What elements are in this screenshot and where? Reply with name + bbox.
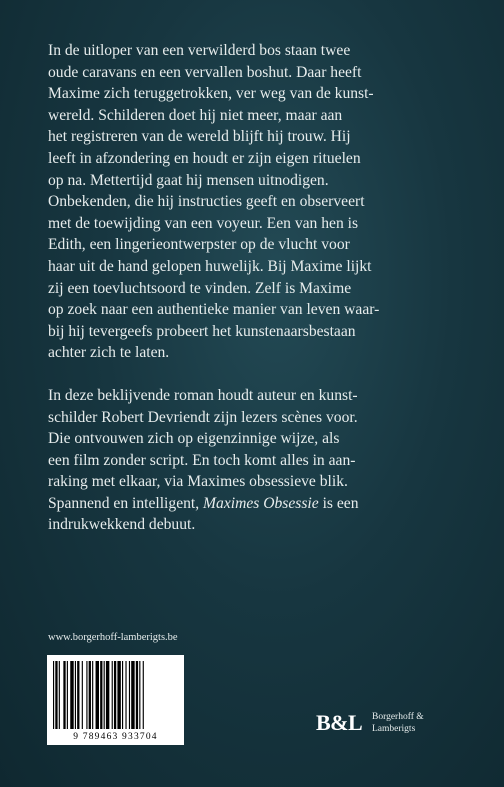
barcode-bar	[125, 661, 126, 729]
barcode-bar	[122, 661, 123, 729]
blurb-paragraph-1	[48, 40, 468, 364]
barcode-bars	[53, 661, 178, 729]
blurb-line: achter zich te laten.	[48, 344, 170, 362]
publisher-name-line-2: Lamberigts	[372, 723, 416, 734]
barcode-bar	[96, 661, 99, 729]
publisher-name-line-1: Borgerhoff &	[372, 712, 424, 722]
book-title: Maximes Obsessie	[203, 494, 319, 512]
blurb-line: In deze beklijvende roman houdt auteur en kunst-	[48, 386, 358, 404]
barcode-bar	[143, 661, 144, 729]
barcode-bar	[139, 661, 140, 729]
blurb-line: Die ontvouwen zich op eigenzinnige wijze, als	[48, 430, 340, 448]
blurb-line: Maxime zich teruggetrokken, ver weg van de kunst-	[48, 85, 374, 103]
blurb-line: oude caravans en een vervallen boshut. Daar heeft	[48, 63, 362, 81]
blurb-line: In de uitloper van een verwilderd bos staan twee	[48, 42, 351, 59]
barcode-bar	[70, 661, 73, 729]
back-cover-blurb	[48, 40, 468, 536]
barcode-bar	[92, 661, 93, 729]
barcode-bar	[112, 661, 113, 729]
blurb-line: raking met elkaar, via Maximes obsessieve blik.	[48, 473, 348, 491]
barcode-bar	[63, 661, 65, 729]
barcode-bar	[114, 661, 116, 729]
publisher-name	[372, 712, 424, 735]
barcode-bar	[67, 661, 68, 729]
barcode-bar	[104, 661, 105, 729]
barcode-bar	[75, 661, 76, 729]
barcode-bar	[136, 661, 138, 729]
blurb-line: zij een toevluchtsoord te vinden. Zelf is Maxime	[48, 279, 352, 297]
publisher-logo	[316, 710, 466, 740]
blurb-line: indrukwekkend debuut.	[48, 516, 196, 534]
blurb-text: is een	[318, 494, 359, 512]
barcode-bar	[131, 661, 134, 729]
barcode-bar	[117, 661, 120, 729]
barcode-bar	[59, 661, 60, 729]
barcode-bar	[100, 661, 102, 729]
barcode-bar	[53, 661, 54, 729]
blurb-line: wereld. Schilderen doet hij niet meer, maar aan	[48, 106, 343, 124]
blurb-line: een film zonder script. En toch komt alles in aan-	[48, 451, 356, 469]
barcode-bar	[55, 661, 57, 729]
blurb-line: op zoek naar een authentieke manier van leven waar-	[48, 301, 380, 319]
barcode-bar	[77, 661, 79, 729]
blurb-text: Spannend en intelligent,	[48, 494, 204, 512]
blurb-line: Onbekenden, die hij instructies geeft en observeert	[48, 193, 365, 211]
barcode-bar	[86, 661, 87, 729]
publisher-website: www.borgerhoff-lamberigts.be	[48, 632, 178, 643]
barcode-bar	[129, 661, 130, 729]
barcode-bar	[82, 661, 83, 729]
barcode-bar	[89, 661, 91, 729]
isbn-barcode	[47, 655, 184, 745]
blurb-line: met de toewijding van een voyeur. Een van hen is	[48, 214, 359, 232]
blurb-line: Edith, een lingerieontwerpster op de vlucht voor	[48, 236, 350, 254]
isbn-number: 9 789463 933704	[73, 732, 158, 742]
publisher-mark: B&L	[316, 710, 363, 735]
blurb-line: bij hij tevergeefs probeert het kunstenaarsbestaan	[48, 322, 356, 340]
barcode-bar	[106, 661, 109, 729]
blurb-line: op na. Mettertijd gaat hij mensen uitnodigen.	[48, 171, 329, 189]
blurb-line-with-title	[48, 493, 468, 515]
blurb-line: haar uit de hand gelopen huwelijk. Bij Maxime lijkt	[48, 257, 372, 275]
blurb-line: schilder Robert Devriendt zijn lezers scènes voor.	[48, 408, 358, 426]
blurb-paragraph-2	[48, 385, 468, 536]
blurb-line: het registreren van de wereld blijft hij trouw. Hij	[48, 128, 351, 146]
blurb-line: leeft in afzondering en houdt er zijn eigen rituelen	[48, 149, 361, 167]
